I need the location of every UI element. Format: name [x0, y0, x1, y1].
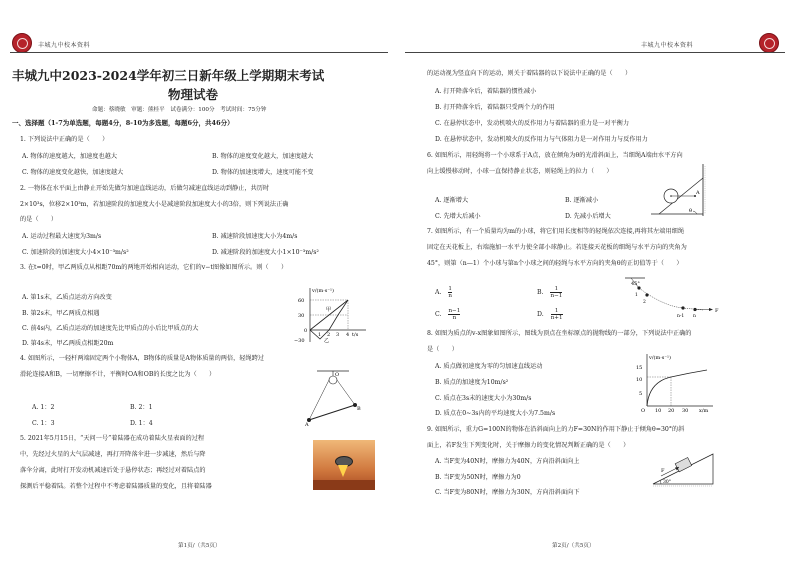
q7-c-den: n	[448, 314, 460, 321]
q7-b-den: n−1	[550, 293, 563, 299]
q1-option-d[interactable]: D. 物体的加速度增大，速度可能不变	[212, 169, 314, 176]
q9-incline-figure	[647, 448, 717, 488]
q7-stem-line1: 7. 如图所示，有一个质量均为m的小球，将它们用长度相等的轻绳依次连接,再将其左端用细绳	[427, 228, 685, 235]
q5-option-b[interactable]: B. 打开降落伞后，着陆器只受两个力的作用	[435, 104, 555, 111]
q7-option-d-label: D.	[537, 311, 544, 318]
section-heading: 一、选择题（1-7为单选题，每题4分，8-10为多选题，每题6分，共46分）	[12, 119, 234, 127]
q7-option-d-frac	[551, 308, 563, 321]
q4-label-b: B	[357, 406, 361, 412]
q6-option-c[interactable]: C. 先增大后减小	[435, 213, 481, 220]
q8-tick-x20: 20	[668, 408, 675, 414]
q3-vt-graph	[290, 286, 370, 346]
q3-label-jia: 甲	[326, 307, 332, 313]
q8-tick-x10: 10	[655, 408, 662, 414]
q5-option-c[interactable]: C. 在悬停状态中，发动机喷火的反作用力与着陆器的重力是一对平衡力	[435, 120, 630, 127]
q4-label-o: O	[335, 372, 340, 378]
q2-option-a[interactable]: A. 运动过程最大速度为3m/s	[22, 233, 102, 240]
q1-option-a[interactable]: A. 物体的速度越大，加速度也越大	[22, 153, 118, 160]
q7-option-b-label: B.	[537, 289, 544, 296]
q7-d-den: n+1	[550, 315, 563, 321]
q3-tick-2: 2	[327, 332, 331, 338]
q5-option-a[interactable]: A. 打开降落伞后，着陆器的惯性减小	[435, 88, 537, 95]
q1-stem: 1. 下列说法中正确的是（ ）	[20, 136, 109, 143]
q9-label-angle: 30°	[663, 480, 671, 485]
q6-stem-line1: 6. 如图所示，用轻绳将一个小球系于A点，放在倾角为θ的光滑斜面上，当细绳A端由水平方向	[427, 152, 683, 159]
q8-x-label: x/m	[699, 408, 709, 414]
q2-stem-line1: 2. 一物体在水平面上由静止开始先做匀加速直线运动，后做匀减速直线运动到静止，共历时	[20, 185, 270, 192]
exam-subtitle: 物理试卷	[168, 87, 219, 102]
q2-stem-line3: 的是（ ）	[20, 216, 58, 223]
q3-y-label: v/(m·s⁻¹)	[312, 288, 334, 294]
header-school-label: 丰城九中校本资料	[38, 42, 91, 49]
school-logo-icon-right	[759, 33, 779, 53]
q5-option-d[interactable]: D. 在悬停状态中，发动机喷火的反作用力与气体阻力是一对作用力与反作用力	[435, 136, 648, 143]
q2-stem-line2: 2×10³s，位移2×10³m，若加速阶段的加速度大小是减速阶段加速度大小的3倍，则下列说法正确	[20, 201, 289, 208]
q5-stem-line3: 落伞分离，此时打开发动机减速后处于悬停状态；再经过对着陆点的	[20, 467, 206, 474]
q8-option-a[interactable]: A. 质点做初速度为零的匀加速直线运动	[435, 363, 543, 370]
q6-label-theta: θ	[689, 208, 693, 214]
header-school-label-right: 丰城九中校本资料	[641, 42, 694, 49]
q7-label-n: n	[693, 314, 696, 319]
q4-stem-line1: 4. 如图所示，一轻杆两端固定两个小物体A，B物体的质量是A物体质量的两倍，轻绳跨过	[20, 355, 265, 362]
q4-option-b[interactable]: B. 2：1	[130, 404, 153, 411]
q6-option-b[interactable]: B. 逐渐减小	[565, 197, 599, 204]
q8-stem-line2: 是（ ）	[427, 346, 458, 353]
q8-tick-15: 15	[636, 365, 643, 371]
q5-stem-line5: 的运动视为竖直向下的运动，则关于着陆器的以下说法中正确的是（ ）	[427, 70, 632, 77]
q8-option-c[interactable]: C. 质点在3s末的速度大小为30m/s	[435, 395, 532, 402]
q6-option-a[interactable]: A. 逐渐增大	[435, 197, 469, 204]
q4-option-c[interactable]: C. 1：3	[32, 420, 55, 427]
q3-tick-60: 60	[298, 298, 305, 304]
q7-b-num: 1	[554, 286, 559, 292]
q7-label-f: F	[715, 308, 719, 314]
q3-tick-30: 30	[298, 313, 305, 319]
q9-label-f: F	[661, 468, 665, 474]
header-divider	[10, 52, 388, 53]
q3-tick-0: 0	[304, 328, 308, 334]
q3-tick-1: 1	[318, 332, 322, 338]
q3-stem: 3. 在t=0时，甲乙两质点从相距70m的两地开始相向运动，它们的v−t图像如图所示。则（ ）	[20, 264, 288, 271]
q4-option-a[interactable]: A. 1：2	[32, 404, 55, 411]
q7-option-b[interactable]	[537, 286, 562, 299]
q3-option-d[interactable]: D. 第4s末，甲乙两质点相距20m	[22, 340, 114, 347]
mars-lander-image	[313, 440, 375, 490]
q7-label-2: 2	[643, 300, 646, 305]
q7-label-nm1: n-1	[677, 314, 685, 319]
footer-page-right: 第2页/（共5页）	[552, 543, 595, 549]
q8-vx-graph	[633, 352, 717, 416]
exam-meta: 命题：蔡晓敏 审题：熊桂平 试卷满分：100分 考试时间：75分钟	[92, 107, 267, 113]
page-right	[397, 0, 794, 561]
q9-stem-line1: 9. 如图所示，重力G=100N的物体在沿斜面向上的力F=30N的作用下静止于倾角θ=30°的斜	[427, 426, 685, 433]
q7-d-num: 1	[554, 308, 559, 314]
q7-option-a-frac	[448, 286, 452, 299]
q3-label-yi: 乙	[324, 338, 330, 344]
q7-option-b-frac	[550, 286, 562, 299]
q2-option-d[interactable]: D. 减速阶段的加速度大小1×10⁻³m/s²	[212, 249, 319, 256]
q5-stem-line4: 探测后平稳着陆。若整个过程中不考虑着陆器质量的变化，且将着陆器	[20, 483, 212, 490]
q7-option-c-frac	[448, 308, 460, 321]
q5-stem-line2: 中，先经过火星的大气层减速，再打开降落伞进一步减速，然后与降	[20, 451, 206, 458]
q4-option-d[interactable]: D. 1：4	[130, 420, 153, 427]
q8-tick-5: 5	[639, 391, 643, 397]
q9-option-b[interactable]: B. 当F变为50N时，摩擦力为0	[435, 474, 521, 481]
q5-stem-line1: 5. 2021年5月15日，“天问一号”着陆器在成功着陆火星表面的过程	[20, 435, 205, 442]
school-logo-icon	[12, 33, 32, 53]
q6-label-a: A	[696, 190, 700, 196]
q9-option-c[interactable]: C. 当F变为80N时，摩擦力为30N，方向沿斜面向下	[435, 489, 580, 496]
q4-pulley-figure	[305, 368, 365, 428]
q8-origin: O	[641, 408, 646, 414]
q3-tick-neg30: −30	[294, 338, 305, 344]
q1-option-b[interactable]: B. 物体的速度变化越大，加速度越大	[212, 153, 314, 160]
q8-tick-10: 10	[636, 377, 643, 383]
q7-option-a-label: A.	[435, 289, 442, 296]
q7-option-a[interactable]	[435, 286, 452, 299]
q3-option-a[interactable]: A. 第1s末，乙质点运动方向改变	[22, 294, 112, 301]
q4-label-a: A	[305, 422, 309, 428]
q7-a-num: 1	[448, 286, 452, 292]
q9-stem-line2: 面上，若F发生下列变化时，关于摩擦力的变化情况判断正确的是（ ）	[427, 442, 630, 449]
q7-angle-45: 45°	[631, 281, 640, 287]
q8-option-d[interactable]: D. 质点在0~3s内的平均速度大小为7.5m/s	[435, 410, 556, 417]
q7-label-1: 1	[635, 293, 638, 298]
q3-x-label: t/s	[352, 332, 359, 338]
q7-option-c[interactable]	[435, 308, 460, 321]
q8-y-label: v/(m·s⁻¹)	[649, 355, 671, 361]
q3-tick-4: 4	[346, 332, 350, 338]
q7-option-d[interactable]	[537, 308, 563, 321]
q2-option-b[interactable]: B. 减速阶段加速度大小为4m/s	[212, 233, 298, 240]
q6-stem-line2: 向上缓慢移动时，小球一直保持静止状态，则轻绳上的拉力（ ）	[427, 168, 613, 175]
q8-option-b[interactable]: B. 质点的加速度为10m/s²	[435, 379, 509, 386]
q6-incline-figure	[649, 162, 715, 218]
q3-tick-3: 3	[336, 332, 340, 338]
q8-tick-x30: 30	[682, 408, 689, 414]
q2-option-c[interactable]: C. 加速阶段的加速度大小4×10⁻³m/s²	[22, 249, 129, 256]
q7-stem-line3: 45°，则第（n—1）个小球与第n个小球之间的轻绳与水平方向的夹角θ的正切值等于（ ）	[427, 260, 683, 267]
q3-option-b[interactable]: B. 第2s末，甲乙两质点相遇	[22, 310, 100, 317]
header-divider-right	[405, 52, 785, 53]
q7-c-num: n−1	[448, 308, 461, 314]
q8-stem-line1: 8. 如图为质点的v-x图象如图所示，图线为顶点在坐标原点的抛物线的一部分，下列说法中正确的	[427, 330, 692, 337]
q3-option-c[interactable]: C. 前4s内，乙质点运动的加速度先比甲质点的小后比甲质点的大	[22, 325, 199, 332]
q7-stem-line2: 固定在天花板上，右端施加一水平力使全部小球静止。若连接天花板的细绳与水平方向的夹角为	[427, 244, 687, 251]
q7-option-c-label: C.	[435, 311, 442, 318]
q4-stem-line2: 滑轮连接A和B，一切摩擦不计，平衡时OA和OB的长度之比为（ ）	[20, 371, 216, 378]
q7-ball-chain-figure	[623, 276, 723, 322]
q7-a-den: n	[448, 293, 453, 299]
q1-option-c[interactable]: C. 物体的速度变化越快，加速度越大	[22, 169, 124, 176]
q6-option-d[interactable]: D. 先减小后增大	[565, 213, 611, 220]
exam-title: 丰城九中2023-2024学年初三日新年级上学期期末考试	[12, 68, 325, 83]
footer-page-left: 第1页/（共5页）	[178, 543, 221, 549]
q9-option-a[interactable]: A. 当F变为40N时，摩擦力为40N，方向沿斜面向上	[435, 458, 580, 465]
